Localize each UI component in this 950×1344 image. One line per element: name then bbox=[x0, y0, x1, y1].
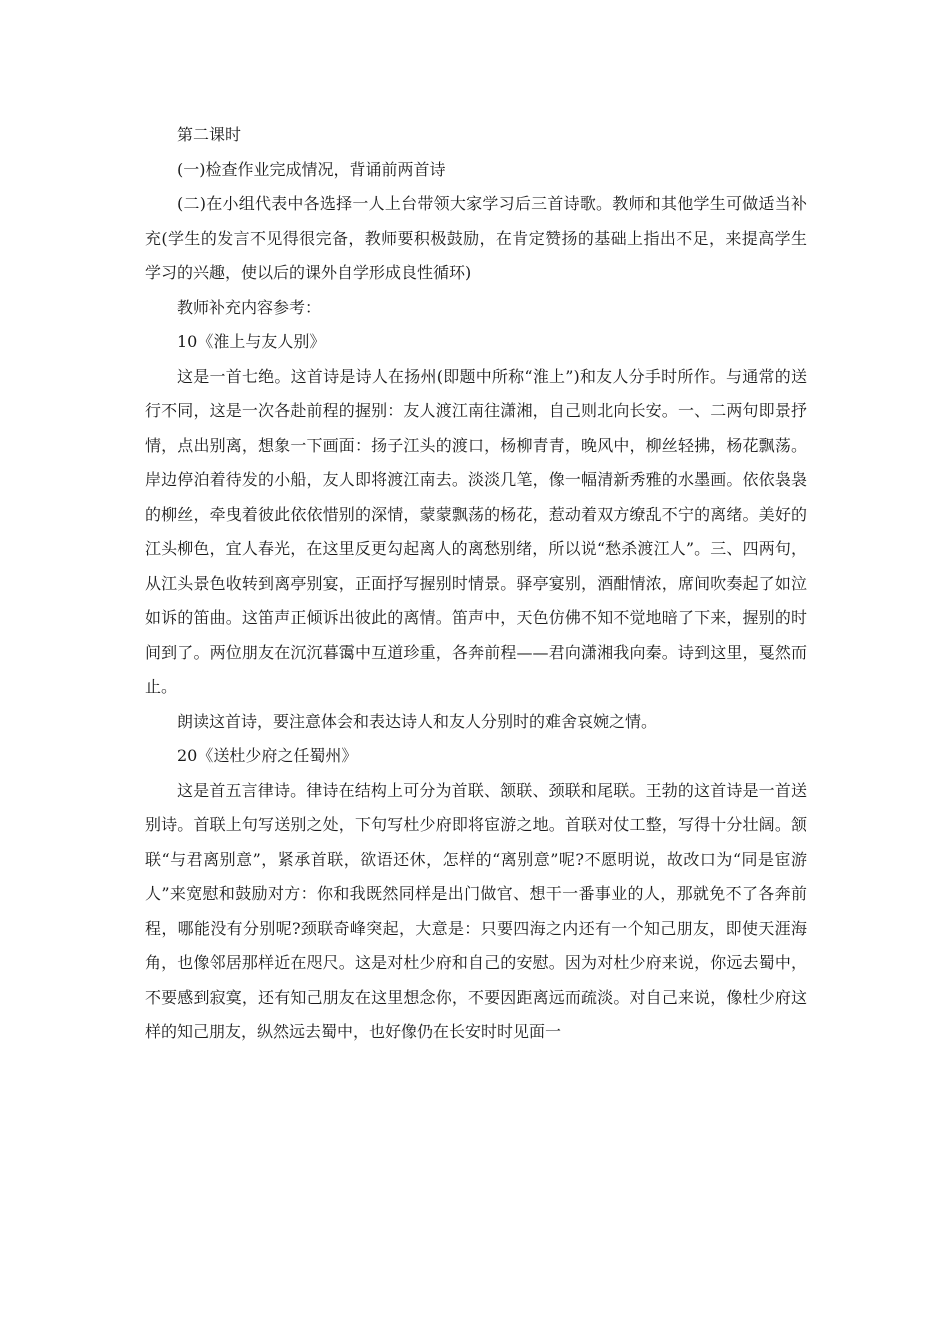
step-one-paragraph: (一)检查作业完成情况，背诵前两首诗 bbox=[177, 159, 446, 179]
document-body bbox=[145, 118, 807, 1050]
lesson-heading: 第二课时 bbox=[177, 125, 242, 144]
poem-20-analysis: 这是首五言律诗。律诗在结构上可分为首联、颔联、颈联和尾联。王勃的这首诗是一首送别诗。首联上句写送别之处，下句写杜少府即将宦游之地。首联对仗工整，写得十分壮阔。颔联“与君离别意”，紧承首联，欲语还休，怎样的“离别意”呢?不愿明说，故改口为“同是宦游人”来宽慰和鼓励对方：你和我既然同样是出门做官、想干一番事业的人，那就免不了各奔前程，哪能没有分别呢?颈联奇峰突起，大意是：只要四海之内还有一个知己朋友，即使天涯海角，也像邻居那样近在咫尺。这是对杜少府和自己的安慰。因为对杜少府来说，你远去蜀中，不要感到寂寞，还有知己朋友在这里想念你，不要因距离远而疏淡。对自己来说，像杜少府这样的知己朋友，纵然远去蜀中，也好像仍在长安时时见面一 bbox=[145, 780, 807, 1041]
step-two-paragraph: (二)在小组代表中各选择一人上台带领大家学习后三首诗歌。教师和其他学生可做适当补充(学生的发言不见得很完备，教师要积极鼓励，在肯定赞扬的基础上指出不足，来提高学生学习的兴趣，使以后的课外自学形成良性循环) bbox=[145, 194, 807, 282]
poem-title-10: 10《淮上与友人别》 bbox=[177, 332, 326, 351]
poem-title-20: 20《送杜少府之任蜀州》 bbox=[177, 746, 358, 765]
reading-advice-paragraph: 朗读这首诗，要注意体会和表达诗人和友人分别时的难舍哀婉之情。 bbox=[177, 711, 658, 731]
teacher-reference-heading: 教师补充内容参考： bbox=[177, 297, 322, 317]
poem-10-analysis: 这是一首七绝。这首诗是诗人在扬州(即题中所称“淮上”)和友人分手时所作。与通常的送行不同，这是一次各赴前程的握别：友人渡江南往潇湘，自己则北向长安。一、二两句即景抒情，点出别离，想象一下画面：扬子江头的渡口，杨柳青青，晚风中，柳丝轻拂，杨花飘荡。岸边停泊着待发的小船，友人即将渡江南去。淡淡几笔，像一幅清新秀雅的水墨画。依依袅袅的柳丝，牵曳着彼此依依惜别的深情，蒙蒙飘荡的杨花，惹动着双方缭乱不宁的离绪。美好的江头柳色，宜人春光，在这里反更勾起离人的离愁别绪，所以说“愁杀渡江人”。三、四两句，从江头景色收转到离亭别宴，正面抒写握别时情景。驿亭宴别，酒酣情浓，席间吹奏起了如泣如诉的笛曲。这笛声正倾诉出彼此的离情。笛声中，天色仿佛不知不觉地暗了下来，握别的时间到了。两位朋友在沉沉暮霭中互道珍重，各奔前程——君向潇湘我向秦。诗到这里，戛然而止。 bbox=[145, 366, 807, 696]
